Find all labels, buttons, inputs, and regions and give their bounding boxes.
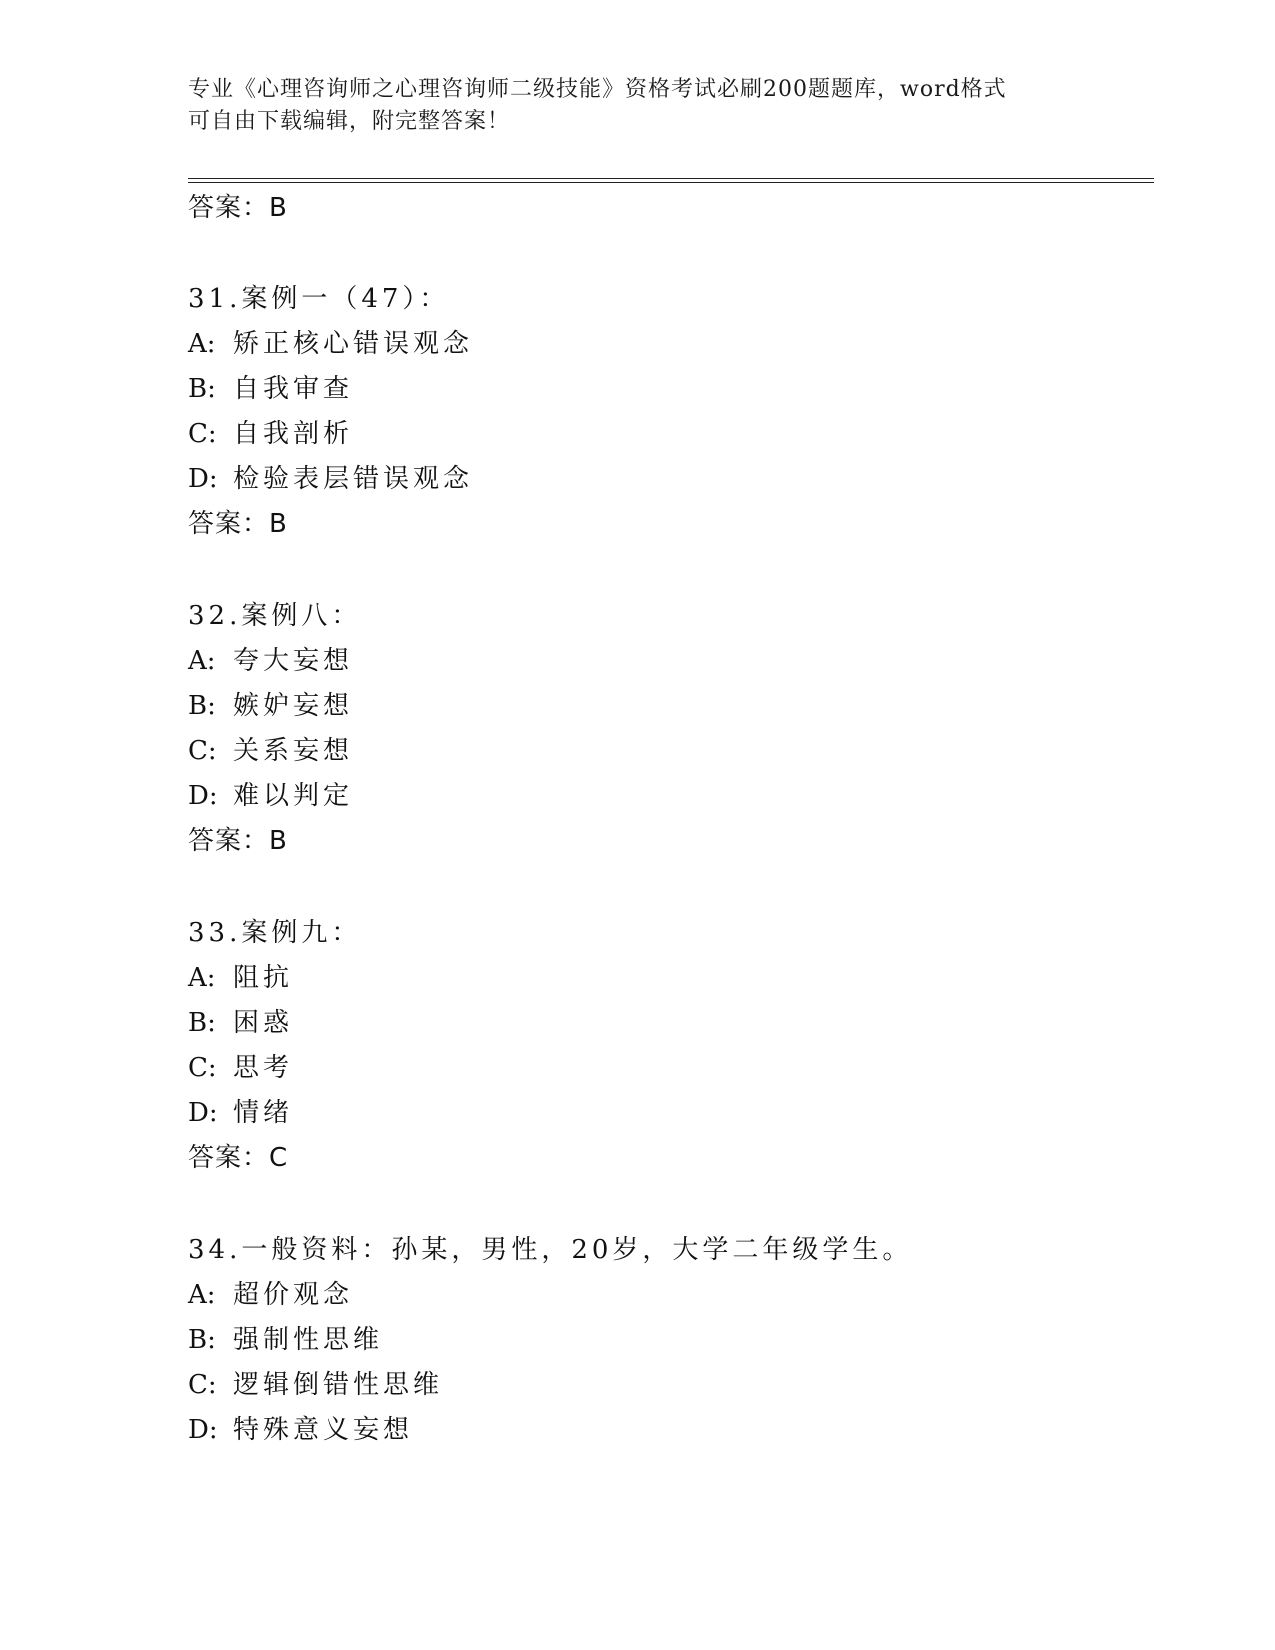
option-letter: D: xyxy=(188,1098,218,1128)
question-title: 32.案例八： xyxy=(188,601,362,631)
option-a xyxy=(188,962,293,994)
option-letter: B: xyxy=(188,691,216,721)
option-text: 超价观念 xyxy=(233,1280,354,1310)
option-b xyxy=(188,1324,383,1356)
option-b xyxy=(188,373,353,405)
question-title: 33.案例九： xyxy=(188,918,362,948)
option-letter: D: xyxy=(188,1415,218,1445)
option-text: 特殊意义妄想 xyxy=(233,1415,414,1445)
option-letter: C: xyxy=(188,1370,217,1400)
question-title: 31.案例一（47）： xyxy=(188,284,450,314)
option-letter: A: xyxy=(188,963,216,993)
header-divider-bottom xyxy=(188,182,1154,183)
option-text: 关系妄想 xyxy=(233,736,354,766)
option-b xyxy=(188,1007,293,1039)
option-text: 难以判定 xyxy=(233,781,354,811)
option-a xyxy=(188,328,473,360)
option-d xyxy=(188,780,353,812)
option-a xyxy=(188,645,353,677)
option-text: 阻抗 xyxy=(233,963,294,993)
header-line-2: 可自由下载编辑，附完整答案！ xyxy=(188,109,511,134)
answer-line: 答案：B xyxy=(188,193,288,223)
option-letter: C: xyxy=(188,419,217,449)
option-d xyxy=(188,463,473,495)
document-header xyxy=(188,74,1068,138)
option-letter: C: xyxy=(188,736,217,766)
option-text: 自我审查 xyxy=(233,374,354,404)
option-letter: B: xyxy=(188,374,216,404)
option-text: 情绪 xyxy=(233,1098,294,1128)
option-letter: C: xyxy=(188,1053,217,1083)
option-text: 强制性思维 xyxy=(233,1325,384,1355)
option-c xyxy=(188,418,353,450)
option-text: 嫉妒妄想 xyxy=(233,691,354,721)
option-text: 思考 xyxy=(233,1053,294,1083)
answer-line: 答案：B xyxy=(188,826,288,856)
option-text: 夸大妄想 xyxy=(233,646,354,676)
option-letter: D: xyxy=(188,781,218,811)
option-text: 逻辑倒错性思维 xyxy=(233,1370,444,1400)
option-letter: A: xyxy=(188,329,216,359)
option-letter: D: xyxy=(188,464,218,494)
option-b xyxy=(188,690,353,722)
option-text: 自我剖析 xyxy=(233,419,354,449)
option-a xyxy=(188,1279,353,1311)
option-text: 困惑 xyxy=(233,1008,294,1038)
option-text: 矫正核心错误观念 xyxy=(233,329,474,359)
option-letter: B: xyxy=(188,1325,216,1355)
answer-line: 答案：C xyxy=(188,1143,289,1173)
option-c xyxy=(188,1369,443,1401)
answer-line: 答案：B xyxy=(188,509,288,539)
question-title: 34.一般资料：孙某，男性，20岁，大学二年级学生。 xyxy=(188,1235,913,1265)
option-text: 检验表层错误观念 xyxy=(233,464,474,494)
header-line-1: 专业《心理咨询师之心理咨询师二级技能》资格考试必刷200题题库，word格式 xyxy=(188,77,1007,102)
option-d xyxy=(188,1097,293,1129)
option-c xyxy=(188,1052,293,1084)
option-letter: A: xyxy=(188,1280,216,1310)
option-letter: A: xyxy=(188,646,216,676)
option-letter: B: xyxy=(188,1008,216,1038)
option-c xyxy=(188,735,353,767)
header-divider-top xyxy=(188,178,1154,179)
option-d xyxy=(188,1414,413,1446)
